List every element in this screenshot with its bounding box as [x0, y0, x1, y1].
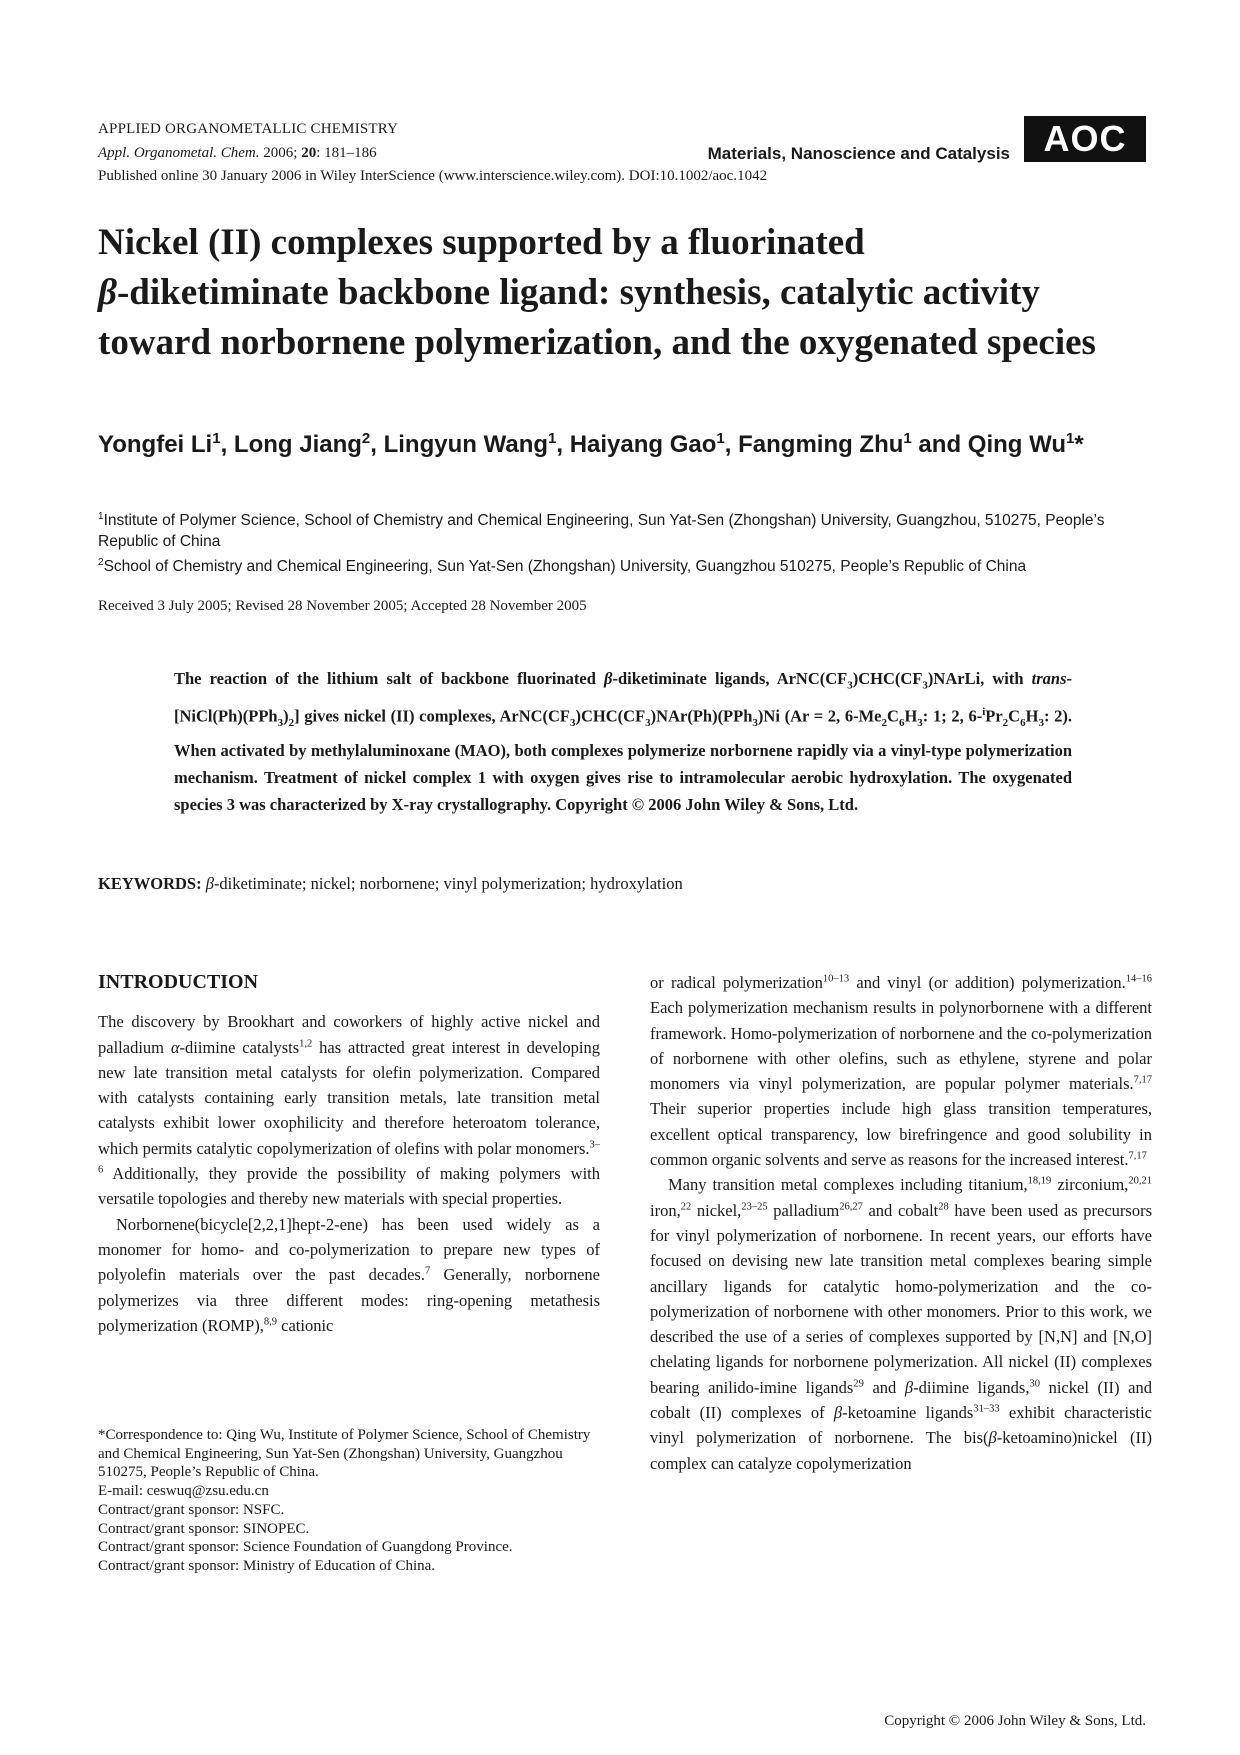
- text-run: )NAr(Ph)(PPh: [650, 706, 753, 726]
- text-run: 3: [847, 679, 853, 692]
- text-run: Generally, norbornene polymerizes via three different modes: ring-opening metathesis polymerization (ROMP),: [98, 1265, 600, 1335]
- introduction-heading: INTRODUCTION: [98, 971, 259, 993]
- text-run: 3: [922, 679, 928, 692]
- text-run: trans: [1031, 669, 1067, 688]
- text-run: 18,19: [1027, 1175, 1052, 1187]
- text-run: C: [1008, 706, 1021, 726]
- author-affiliation-mark: 1: [903, 430, 912, 447]
- text-run: 7,17: [1133, 1074, 1152, 1086]
- keywords-list: -diketiminate; nickel; norbornene; vinyl polymerization; hydroxylation: [213, 874, 683, 893]
- title-part-1: Nickel (II) complexes supported by a fluorinated: [98, 222, 865, 263]
- title-part-2: -diketiminate backbone ligand: synthesis, catalytic activity toward norbornene polymerization, and the oxygenated species: [98, 272, 1096, 363]
- author-separator: ,: [370, 431, 384, 458]
- author-affiliation-mark: 2: [361, 430, 371, 447]
- author-separator: and: [911, 431, 968, 458]
- author-name: Haiyang Gao: [569, 431, 717, 458]
- text-run: 23–25: [741, 1201, 768, 1213]
- footnote-email[interactable]: E-mail: ceswuq@zsu.edu.cn: [98, 1483, 269, 1500]
- author-separator: ,: [220, 431, 234, 458]
- text-run: 8,9: [263, 1316, 278, 1328]
- text-run: )NArLi, with: [927, 669, 1032, 688]
- text-run: have been used as precursors for vinyl polymerization of norbornene. In recent years, our efforts have focused on devising new late transition metal complexes bearing simple ancillary ligands for catalytic homo-polymerization and the co-polymerization of norbornene with other monomers. Prior to this work, we described the use of a series of complexes supported by [N,N] and [N,O] chelating ligands for norbornene polymerization. All nickel (II) complexes bearing anilido-imine ligands: [650, 1200, 1153, 1397]
- footnote-sponsor-1: Contract/grant sponsor: NSFC.: [98, 1501, 285, 1518]
- author-separator: ,: [724, 431, 739, 458]
- text-run: iron,: [650, 1200, 681, 1220]
- text-run: 3: [917, 717, 923, 730]
- affiliations: [98, 506, 1148, 577]
- text-run: nickel (II) and cobalt (II) complexes of: [650, 1377, 1152, 1423]
- text-run: )CHC(CF: [852, 669, 923, 688]
- correspondence-footnote: [98, 1426, 600, 1576]
- journal-citation: [98, 145, 377, 162]
- text-run: β: [988, 1428, 997, 1448]
- author-affiliation-mark: 1: [716, 430, 725, 447]
- text-run: The reaction of the lithium salt of backbone fluorinated: [174, 669, 604, 688]
- abstract: [174, 665, 1072, 818]
- section-name: Materials, Nanoscience and Catalysis: [707, 144, 1010, 163]
- text-run: β: [604, 669, 613, 688]
- text-run: The discovery by Brookhart and coworkers of highly active nickel and palladium: [98, 1012, 600, 1057]
- affiliation-text: Institute of Polymer Science, School of Chemistry and Chemical Engineering, Sun Yat-Sen (Zhongshan) University, Guangzhou, 510275, People’s Republic of China: [98, 512, 1105, 551]
- text-run: 3: [1038, 717, 1044, 730]
- received-dates: Received 3 July 2005; Revised 28 November 2005; Accepted 28 November 2005: [98, 598, 587, 614]
- text-run: and cobalt: [862, 1200, 939, 1220]
- text-run: β: [833, 1403, 843, 1423]
- author-name: Lingyun Wang: [383, 431, 549, 458]
- right-column: [650, 970, 1152, 1476]
- affiliation-number: 1: [98, 511, 104, 522]
- text-run: 2: [1002, 717, 1009, 730]
- text-run: 2: [288, 717, 295, 730]
- text-run: : 2). When activated by methylaluminoxane (MAO), both complexes polymerize norbornene rapidly via a vinyl-type polymerization mechanism. Treatment of nickel complex 1 with oxygen gives rise to intramolecular aerobic hydroxylation. The oxygenated species 3 was characterized by X-ray crystallography. Copyright © 2006 John Wiley & Sons, Ltd.: [174, 706, 1072, 815]
- text-run: -ketoamine ligands: [842, 1403, 974, 1423]
- text-run: H: [904, 706, 918, 726]
- citation-journal: Appl. Organometal. Chem.: [98, 145, 260, 161]
- text-run: Norbornene(bicycle[2,2,1]hept-2-ene) has been used widely as a monomer for homo- and co-polymerization to prepare new types of polyolefin materials over the past decades.: [98, 1214, 600, 1285]
- left-column: [98, 970, 600, 1338]
- text-run: 14–16: [1125, 973, 1152, 985]
- text-run: 3: [752, 717, 758, 730]
- text-run: -[NiCl(Ph)(PPh: [174, 669, 1072, 726]
- text-run: 2: [881, 717, 888, 730]
- text-run: 30: [1029, 1378, 1040, 1390]
- text-run: 10–13: [822, 973, 850, 985]
- text-run: 20,21: [1128, 1175, 1152, 1187]
- text-run: 29: [853, 1378, 864, 1390]
- text-run: )Ni (Ar = 2, 6-Me: [757, 706, 882, 726]
- text-run: 26,27: [839, 1201, 863, 1213]
- intro-paragraph-2: [98, 1212, 600, 1338]
- footnote-sponsor-4: Contract/grant sponsor: Ministry of Education of China.: [98, 1557, 436, 1574]
- text-run: 6: [1020, 717, 1026, 730]
- text-run: and: [863, 1377, 905, 1397]
- text-run: -ketoamino)nickel (II) complex can catalyze copolymerization: [650, 1428, 1153, 1473]
- footnote-sponsor-3: Contract/grant sponsor: Science Foundation of Guangdong Province.: [98, 1539, 513, 1556]
- text-run: α: [170, 1037, 180, 1057]
- text-run: 3–6: [98, 1139, 600, 1176]
- footnote-sponsor-2: Contract/grant sponsor: SINOPEC.: [98, 1520, 310, 1537]
- text-run: 3: [570, 717, 576, 730]
- text-run: 22: [680, 1201, 692, 1213]
- citation-pages: : 181–186: [316, 145, 377, 161]
- footer-copyright: Copyright © 2006 John Wiley & Sons, Ltd.: [884, 1713, 1146, 1729]
- text-run: Each polymerization mechanism results in polynorbornene with a different framework. Homo-polymerization of norbornene and the co-polymerization of norbornene with other olefins, such as ethylene, styrene and polar monomers via vinyl polymerization, are popular polymer materials.: [650, 998, 1152, 1094]
- text-run: ] gives nickel (II) complexes, ArNC(CF: [294, 706, 571, 726]
- title-beta: β: [98, 272, 117, 313]
- author-separator: *: [1074, 431, 1084, 458]
- text-run: cationic: [277, 1315, 334, 1335]
- text-run: and vinyl (or addition) polymerization.: [849, 973, 1126, 992]
- text-run: 3: [645, 717, 651, 730]
- text-run: 7,17: [1128, 1150, 1147, 1162]
- intro-paragraph-1: [98, 1009, 600, 1211]
- affiliation-number: 2: [98, 557, 104, 569]
- text-run: Their superior properties include high glass transition temperatures, excellent optical transparency, low birefringence and good solubility in common organic solvents and serve as reasons for the increased interest.: [650, 1099, 1152, 1170]
- text-run: or radical polymerization: [650, 973, 823, 992]
- journal-logo: AOC: [1024, 116, 1146, 162]
- text-run: palladium: [767, 1200, 840, 1220]
- text-run: exhibit characteristic vinyl polymerization of norbornene. The bis(: [650, 1403, 1153, 1448]
- text-run: nickel,: [691, 1200, 742, 1220]
- text-run: -diketiminate ligands, ArNC(CF: [612, 669, 848, 688]
- footnote-correspondence: *Correspondence to: Qing Wu, Institute of Polymer Science, School of Chemistry and Chemical Engineering, Sun Yat-Sen (Zhongshan) University, Guangzhou 510275, People’s Republic of China.: [98, 1427, 591, 1481]
- text-run: zirconium,: [1051, 1175, 1129, 1195]
- text-run: -diimine ligands,: [913, 1377, 1030, 1397]
- text-run: C: [887, 706, 899, 726]
- text-run: β: [205, 874, 214, 893]
- text-run: -diimine catalysts: [179, 1037, 300, 1057]
- text-run: i: [982, 706, 986, 719]
- text-run: has attracted great interest in developing new late transition metal catalysts for olefin polymerization. Compared with catalysts containing early transition metals, late transition metal catalysts exhibit lower oxophilicity and therefore heteroatom tolerance, which permits catalytic copolymerization of olefins with polar monomers.: [98, 1037, 600, 1158]
- text-run: H: [1025, 706, 1039, 726]
- author-name: Fangming Zhu: [738, 431, 904, 458]
- text-run: 6: [898, 717, 905, 730]
- article-title: [98, 218, 1148, 368]
- text-run: 7: [424, 1265, 431, 1277]
- right-paragraph-1: [650, 970, 1152, 1172]
- citation-volume: 20: [301, 145, 317, 161]
- text-run: 31–33: [973, 1403, 1000, 1415]
- publication-info: Published online 30 January 2006 in Wiley InterScience (www.interscience.wiley.com). DOI:10.1002/aoc.1042: [98, 168, 768, 184]
- citation-year: 2006;: [263, 145, 298, 161]
- author-list: [98, 424, 1148, 460]
- affiliation-item: [98, 552, 1148, 577]
- author-name: Qing Wu: [967, 431, 1066, 458]
- right-paragraph-2: [650, 1172, 1152, 1476]
- keywords: [98, 874, 1148, 894]
- text-run: Many transition metal complexes including titanium,: [668, 1175, 1028, 1195]
- text-run: 1,2: [299, 1038, 313, 1050]
- text-run: Additionally, they provide the possibility of making polymers with versatile topologies and thereby new materials with special properties.: [98, 1164, 600, 1209]
- affiliation-item: [98, 506, 1148, 552]
- text-run: )CHC(CF: [575, 706, 646, 726]
- text-run: ): [283, 706, 289, 726]
- author-affiliation-mark: 1: [212, 430, 221, 447]
- text-run: 28: [938, 1201, 949, 1213]
- author-affiliation-mark: 1: [1065, 430, 1075, 447]
- text-run: : 1; 2, 6-: [922, 706, 983, 726]
- keywords-label: KEYWORDS:: [98, 874, 202, 893]
- author-name: Yongfei Li: [98, 431, 213, 458]
- affiliation-text: School of Chemistry and Chemical Engineering, Sun Yat-Sen (Zhongshan) University, Guangzhou 510275, People’s Republic of China: [103, 558, 1027, 576]
- journal-name: APPLIED ORGANOMETALLIC CHEMISTRY: [98, 121, 399, 137]
- text-run: Pr: [985, 706, 1003, 726]
- text-run: β: [904, 1377, 914, 1397]
- text-run: 3: [277, 717, 284, 730]
- author-separator: ,: [556, 431, 570, 458]
- author-name: Long Jiang: [233, 431, 362, 458]
- author-affiliation-mark: 1: [548, 430, 557, 447]
